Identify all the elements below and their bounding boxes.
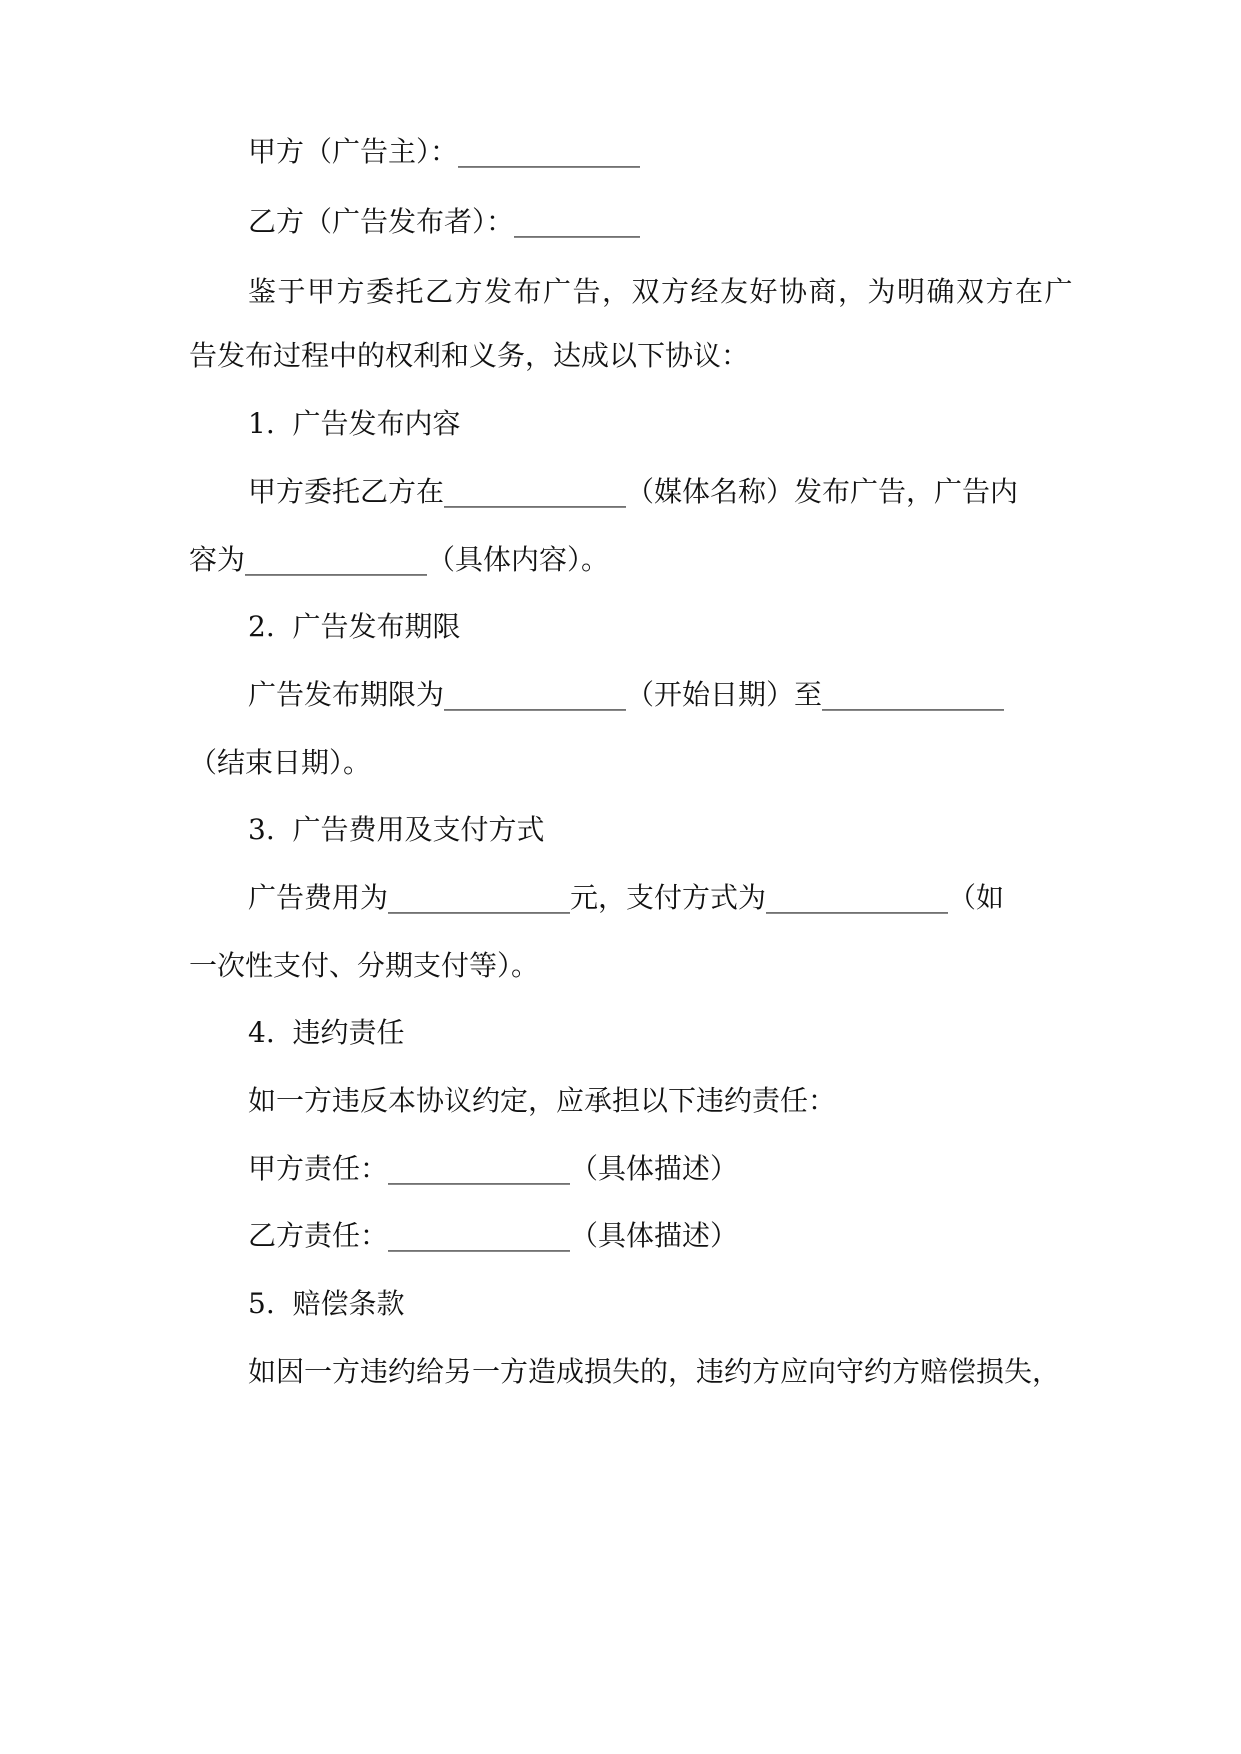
section-2-line-2: （结束日期）。: [189, 746, 372, 779]
section-4-heading: 4. 违约责任: [248, 1016, 405, 1049]
section-2-heading: 2. 广告发布期限: [248, 610, 461, 643]
party-b-line: 乙方（广告发布者）：_________: [248, 205, 641, 238]
section-3-heading: 3. 广告费用及支付方式: [248, 813, 545, 846]
intro-paragraph-line-2: 告发布过程中的权利和义务，达成以下协议：: [189, 339, 750, 372]
section-5-heading: 5. 赔偿条款: [248, 1287, 405, 1320]
section-5-line-1: 如因一方违约给另一方造成损失的，违约方应向守约方赔偿损失，: [248, 1355, 1061, 1388]
section-1-line-2: 容为_____________（具体内容）。: [189, 543, 610, 576]
section-1-heading: 1. 广告发布内容: [248, 407, 461, 440]
section-2-line-1: 广告发布期限为_____________（开始日期）至_____________: [248, 678, 1005, 711]
section-4-party-b-liability: 乙方责任：_____________（具体描述）: [248, 1219, 739, 1252]
section-4-party-a-liability: 甲方责任：_____________（具体描述）: [248, 1152, 739, 1185]
section-3-line-1: 广告费用为_____________元，支付方式为_____________（如: [248, 881, 1005, 914]
intro-paragraph-line-1: 鉴于甲方委托乙方发布广告，双方经友好协商，为明确双方在广: [248, 275, 1075, 308]
party-a-line: 甲方（广告主）：_____________: [248, 135, 641, 168]
section-4-line-1: 如一方违反本协议约定，应承担以下违约责任：: [248, 1084, 837, 1117]
section-3-line-2: 一次性支付、分期支付等）。: [189, 949, 540, 982]
section-1-line-1: 甲方委托乙方在_____________（媒体名称）发布广告，广告内: [248, 475, 1019, 508]
